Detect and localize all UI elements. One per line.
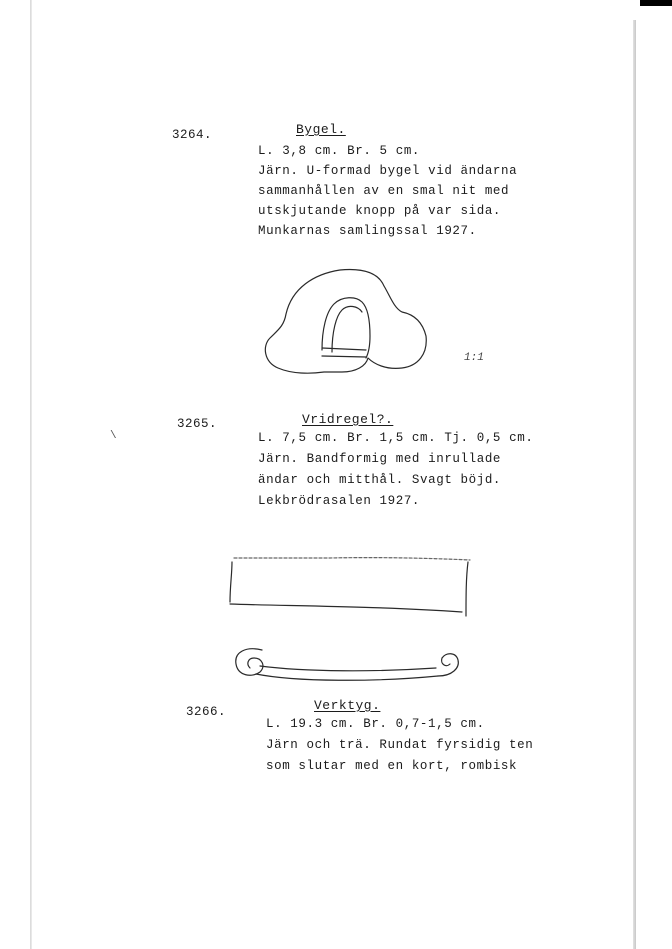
entry-line: ändar och mitthål. Svagt böjd.	[258, 473, 502, 487]
entry-line: sammanhållen av en smal nit med	[258, 184, 510, 198]
entry-line: som slutar med en kort, rombisk	[266, 759, 518, 773]
entry-line: L. 7,5 cm. Br. 1,5 cm. Tj. 0,5 cm.	[258, 431, 534, 445]
vridregel-drawing	[226, 554, 474, 688]
entry-line: L. 19.3 cm. Br. 0,7-1,5 cm.	[266, 717, 485, 731]
entry-line: utskjutande knopp på var sida.	[258, 204, 502, 218]
entry-title: Vridregel?.	[302, 412, 394, 427]
bygel-drawing	[262, 266, 437, 378]
entry-line: Järn och trä. Rundat fyrsidig ten	[266, 738, 534, 752]
page-left-edge	[30, 0, 32, 949]
entry-line: Järn. U-formad bygel vid ändarna	[258, 164, 518, 178]
entry-number: 3265.	[177, 417, 218, 431]
entry-line: Järn. Bandformig med inrullade	[258, 452, 502, 466]
entry-line: L. 3,8 cm. Br. 5 cm.	[258, 144, 421, 158]
scan-corner-mark	[640, 0, 672, 6]
entry-number: 3264.	[172, 128, 213, 142]
margin-mark: \	[110, 430, 117, 442]
entry-title: Bygel.	[296, 122, 346, 137]
entry-number: 3266.	[186, 705, 227, 719]
page-right-edge	[633, 20, 636, 949]
entry-line: Lekbrödrasalen 1927.	[258, 494, 421, 508]
entry-title: Verktyg.	[314, 698, 381, 713]
scale-label: 1:1	[464, 352, 484, 364]
entry-line: Munkarnas samlingssal 1927.	[258, 224, 477, 238]
